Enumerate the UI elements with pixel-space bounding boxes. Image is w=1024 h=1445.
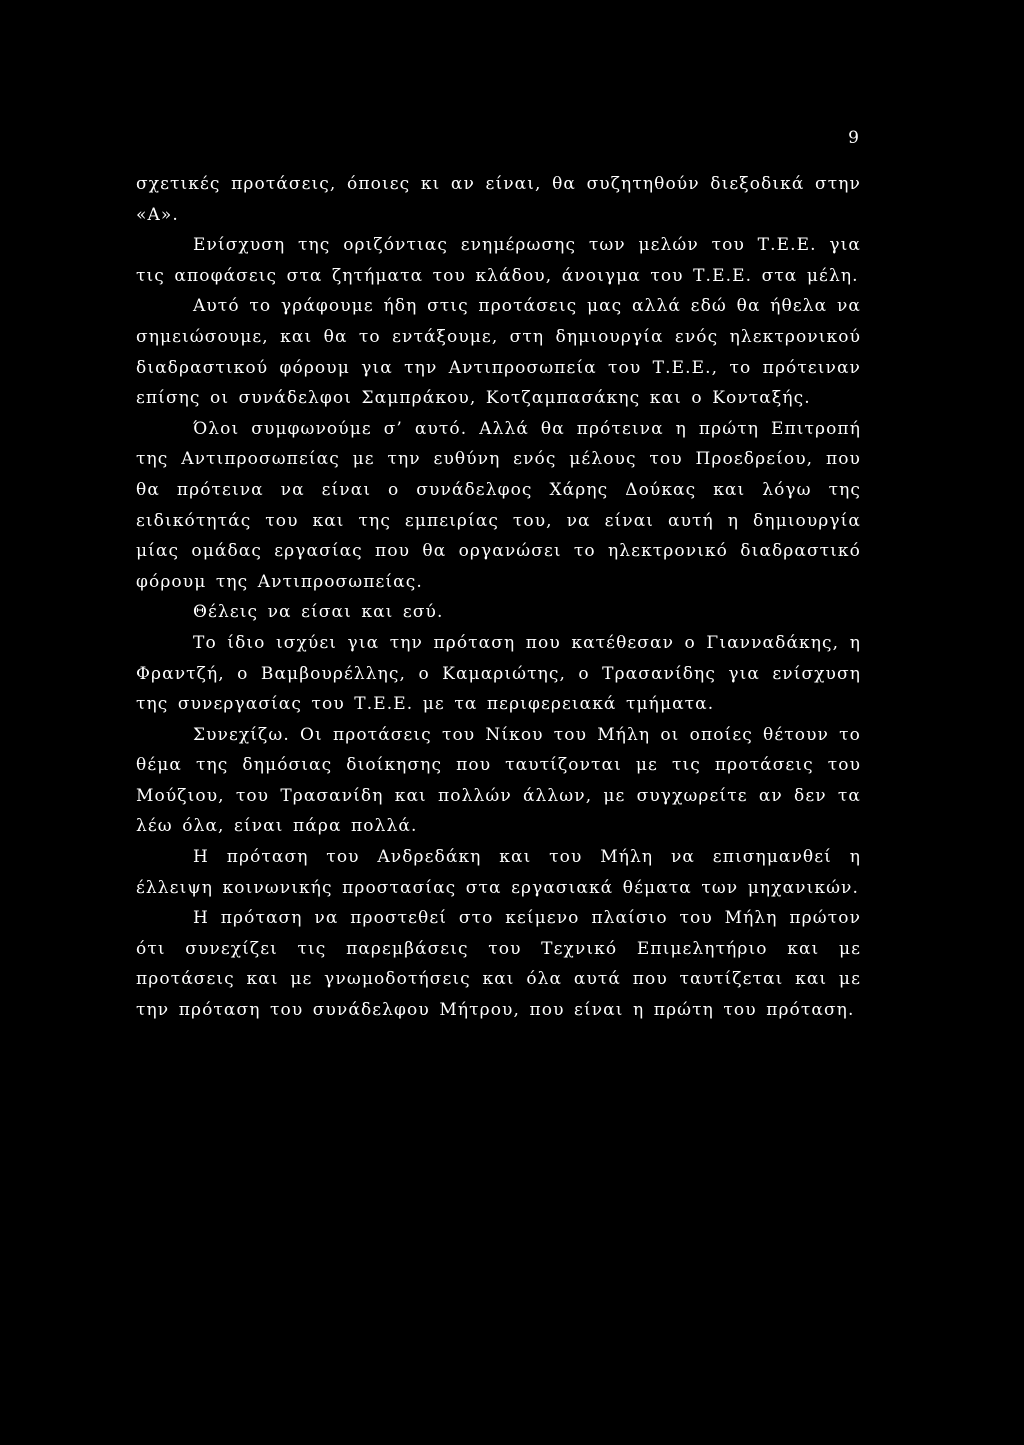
paragraph-remark: Θέλεις να είσαι και εσύ.	[193, 602, 444, 623]
paragraph-electronic-forum: Αυτό το γράφουμε ήδη στις προτάσεις μας αλλά εδώ θα ήθελα να σημειώσουμε, και θα το εντάξουμε, στη δημιουργία ενός ηλεκτρονικού διαδραστικού φόρουμ για την Αντιπροσωπεία του Τ.Ε.Ε., το πρότειναν επίσης οι συνάδελφοι Σαμπράκου, Κοτζαμπασάκης και ο Κονταξής.	[136, 296, 861, 409]
body-text	[136, 169, 861, 1026]
paragraph-framework-text: Η πρόταση να προστεθεί στο κείμενο πλαίσιο του Μήλη πρώτον ότι συνεχίζει τις παρεμβάσεις του Τεχνικό Επιμελητήριο και με προτάσεις και με γνωμοδοτήσεις και όλα αυτά που ταυτίζεται και με την πρόταση του συνάδελφου Μήτρου, που είναι η πρώτη του πρόταση.	[136, 908, 861, 1021]
paragraph-continuation: σχετικές προτάσεις, όποιες κι αν είναι, θα συζητηθούν διεξοδικά στην «Α».	[136, 174, 861, 225]
paragraph-social-protection: Η πρόταση του Ανδρεδάκη και του Μήλη να επισημανθεί η έλλειψη κοινωνικής προστασίας στα εργασιακά θέματα των μηχανικών.	[136, 847, 861, 898]
paragraph-public-administration: Συνεχίζω. Οι προτάσεις του Νίκου του Μήλη οι οποίες θέτουν το θέμα της δημόσιας διοίκησης που ταυτίζονται με τις προτάσεις του Μούζιου, του Τρασανίδη και πολλών άλλων, με συγχωρείτε αν δεν τα λέω όλα, είναι πάρα πολλά.	[136, 724, 861, 837]
paragraph-committee-proposal: Όλοι συμφωνούμε σ’ αυτό. Αλλά θα πρότεινα η πρώτη Επιτροπή της Αντιπροσωπείας με την ευθύνη ενός μέλους του Προεδρείου, που θα πρότεινα να είναι ο συνάδελφος Χάρης Δούκας και λόγω της ειδικότητάς του και της εμπειρίας του, να είναι αυτή η δημιουργία μίας ομάδας εργασίας που θα οργανώσει το ηλεκτρονικό διαδραστικό φόρουμ της Αντιπροσωπείας.	[136, 418, 861, 592]
page-number: 9	[848, 128, 860, 148]
paragraph-tee-information: Ενίσχυση της οριζόντιας ενημέρωσης των μελών του Τ.Ε.Ε. για τις αποφάσεις στα ζητήματα του κλάδου, άνοιγμα του Τ.Ε.Ε. στα μέλη.	[136, 235, 861, 286]
paragraph-regional-departments: Το ίδιο ισχύει για την πρόταση που κατέθεσαν ο Γιανναδάκης, η Φραντζή, ο Βαμβουρέλλης, ο Καμαριώτης, ο Τρασανίδης για ενίσχυση της συνεργασίας του Τ.Ε.Ε. με τα περιφερειακά τμήματα.	[136, 632, 861, 715]
